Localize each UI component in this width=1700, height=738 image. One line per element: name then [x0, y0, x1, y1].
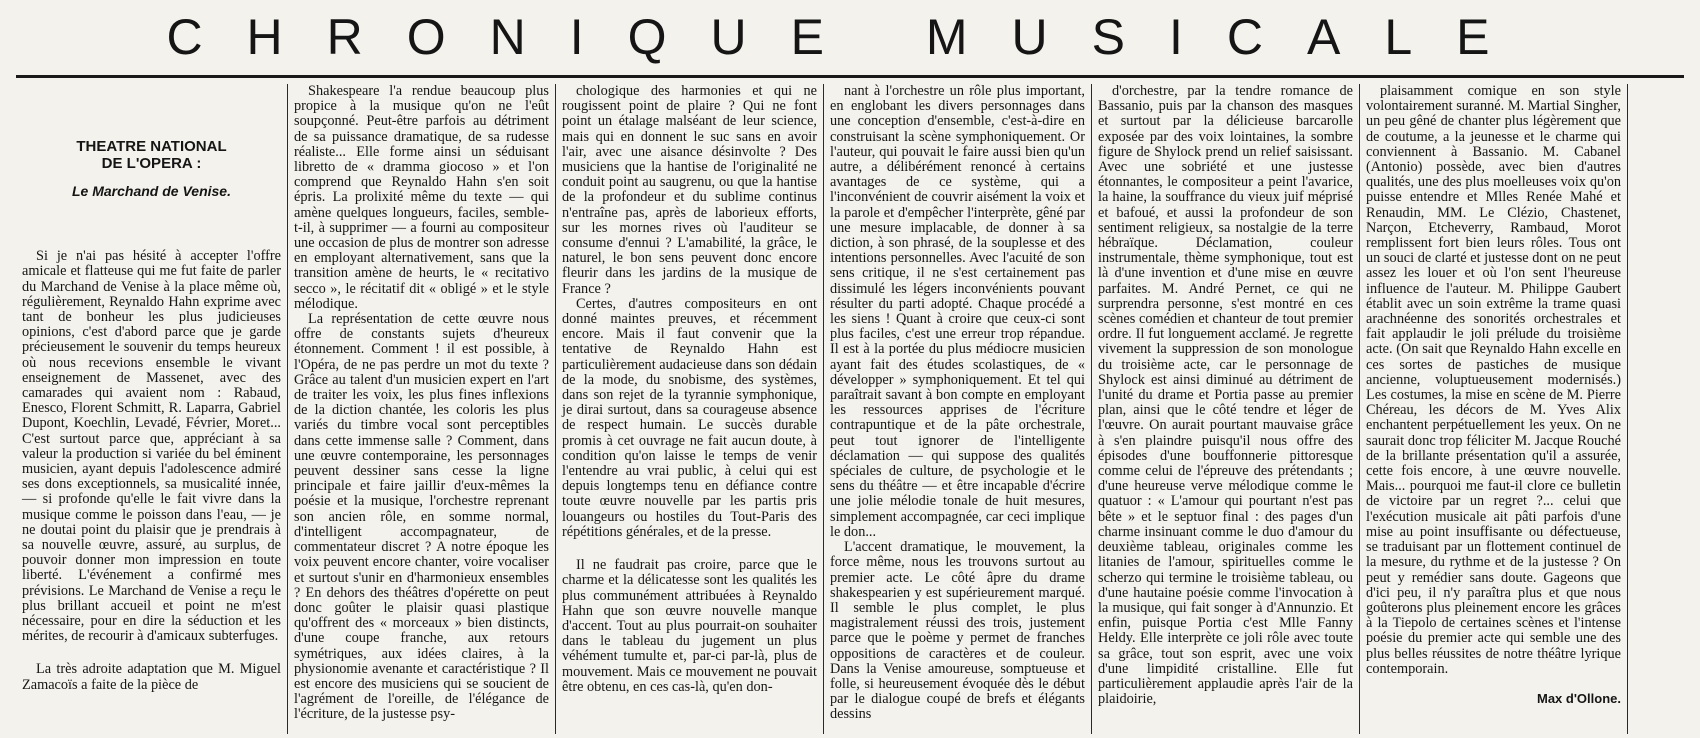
title-rule [16, 75, 1684, 78]
page-title: CHRONIQUE MUSICALE [166, 9, 1534, 65]
paragraph: nant à l'orchestre un rôle plus important, en englobant les divers personnages dans une conception d'ensemble, c'est-à-dire en construisant la scène symphoniquement. Or l'auteur, qui pouvait le faire aussi bien qu'un autre, a délibérément renoncé à certains avantages de ce système, qui a l'inconvénient de couvrir aisément la voix et la parole et d'empêcher l'interprète, gêné par une mesure implacable, de donner à sa diction, à son phrasé, de la souplesse et des intentions personnelles. Avec l'acuité de son sens critique, il ne s'est certainement pas dissimulé les légers inconvénients pouvant résulter du parti adopté. Chaque procédé a les siens ! Quant à croire que ceux-ci sont plus faciles, c'est une erreur trop répandue. Il est à la portée du plus médiocre musicien ayant fait des études scolastiques, de « développer » symphoniquement. Et tel qui paraîtrait savant à bon compte en employant les ressources apprises de l'écriture contrapuntique et de la pâte orchestrale, peut tout ignorer de l'intelligente déclamation — qui suppose des qualités spéciales de culture, de psychologie et le sens du théâtre — et être incapable d'écrire une jolie mélodie tonale de huit mesures, simplement accompagnée, car ceci implique le don... [830, 84, 1085, 540]
column-7 [1627, 84, 1700, 734]
paragraph: Si je n'ai pas hésité à accepter l'offre amicale et flatteuse qui me fut faite de parler du Marchand de Venise à la place même où, régulièrement, Reynaldo Hahn exprime avec tant de bonheur les plus judicieuses opinions, c'est d'abord parce que je garde précieusement le souvenir du temps heureux où nous recevions ensemble le vivant enseignement de Massenet, avec des camarades qui avaient nom : Rabaud, Enesco, Florent Schmitt, R. Laparra, Gabriel Dupont, Koechlin, Levadé, Février, Moret... C'est surtout parce que, appréciant à sa valeur la production si variée du bel éminent musicien, ayant depuis l'adolescence admiré ses dons exceptionnels, sa musicalité innée, — si profonde qu'elle le fait vivre dans la musique comme le poisson dans l'eau, — je ne doutai point du plaisir que je prendrais à sa nouvelle œuvre, assuré, au surplus, de pouvoir donner mon impression en toute liberté. L'événement a confirmé mes prévisions. Le Marchand de Venise a reçu le plus brillant accueil et point ne m'est nécessaire, pour en dire la séduction et les mérites, de recourir à d'amicaux subterfuges. [22, 248, 281, 645]
paragraph: La très adroite adaptation que M. Miguel Zamacoïs a faite de la pièce de [22, 661, 281, 693]
column-2 [287, 84, 555, 734]
paragraph: L'accent dramatique, le mouvement, la force même, nous les trouvons surtout au premier acte. Le côté âpre du drame shakespearien y est supérieurement marqué. Il semble le plus complet, le plus magistralement réussi des trois, justement parce que le poème y permet de franches oppositions de caractères et de couleur. Dans la Venise amoureuse, somptueuse et folle, si heureusement évoquée dès le début par le dialogue coupé de brefs et élégants dessins [830, 539, 1085, 723]
section-heading-line-1: THEATRE NATIONAL [76, 138, 227, 155]
section-heading-line-2: DE L'OPERA : [101, 155, 202, 172]
column-3 [555, 84, 823, 734]
column-1 [16, 84, 287, 734]
paragraph: La représentation de cette œuvre nous offre de constants sujets d'heureux étonnement. Comment ! il est possible, à l'Opéra, de ne pas perdre un mot du texte ? Grâce au talent d'un musicien expert en l'art de traiter les voix, les plus fines inflexions de la diction chantée, les coloris les plus variés du timbre vocal sont perceptibles dans cette immense salle ? Comment, dans une œuvre contemporaine, les personnages peuvent dessiner sans cesse la ligne principale et faire jaillir d'eux-mêmes la poésie et la musique, l'orchestre reprenant son ancien rôle, en somme normal, d'intelligent accompagnateur, de commentateur discret ? A notre époque les voix peuvent encore chanter, voire vocaliser et surtout s'unir en d'harmonieux ensembles ? En dehors des théâtres d'opérette on peut donc goûter le plaisir quasi plastique qu'offrent des « morceaux » bien distincts, d'une coupe franche, aux retours symétriques, aux idées claires, à la physionomie avenante et caractéristique ? Il est encore des musiciens qui se soucient de l'agrément de l'oreille, de l'élégance de l'écriture, de la justesse psy- [294, 311, 549, 723]
paragraph: Il ne faudrait pas croire, parce que le charme et la délicatesse sont les qualités les plus communément attribuées à Reynaldo Hahn que son œuvre nouvelle manque d'accent. Tout au plus pourrait-on souhaiter dans le tableau du jugement un plus véhément tumulte et, par-ci par-là, plus de mouvement. Mais ce mouvement ne pouvait être obtenu, en ces cas-là, qu'en don- [562, 557, 817, 695]
column-4 [823, 84, 1091, 734]
paragraph: Shakespeare l'a rendue beaucoup plus propice à la musique qu'on ne l'eût soupçonné. Peut-être parfois au détriment de sa puissance dramatique, de sa rudesse réaliste... Elle forme ainsi un séduisant libretto de « dramma giocoso » et l'on comprend que Reynaldo Hahn s'en soit épris. La prolixité même du texte — qui amène quelques longueurs, faciles, semble-t-il, à supprimer — a fourni au compositeur une occasion de plus de montrer son adresse en employant alternativement, sans que la transition amène de heurts, le « recitativo secco », le récitatif dit « obligé » et le style mélodique. [294, 84, 549, 312]
column-5 [1091, 84, 1359, 734]
author-signature: Max d'Ollone. [1537, 690, 1621, 706]
paragraph: plaisamment comique en son style volontairement suranné. M. Martial Singher, un peu gêné de chanter plus légèrement que de coutume, a la jeunesse et le charme qui conviennent à Bassanio. M. Cabanel (Antonio) possède, avec bien d'autres qualités, une des plus moelleuses voix qu'on puisse entendre et Mlles Renée Mahé et Renaudin, MM. Le Clézio, Chastenet, Narçon, Etcheverry, Rambaud, Morot remplissent fort bien leurs rôles. Tous ont un souci de clarté et justesse dont on ne peut assez les louer et où l'on sent l'heureuse influence de l'auteur. M. Philippe Gaubert établit avec un soin extrême la trame quasi arachnéenne des sonorités orchestrales et fait applaudir le joli prélude du troisième acte. (On sait que Reynaldo Hahn excelle en ces sortes de pastiches de musique ancienne, voluptueusement modernisés.) Les costumes, la mise en scène de M. Pierre Chéreau, les décors de M. Yves Alix enchantent perpétuellement les yeux. On ne saurait donc trop féliciter M. Jacque Rouché de la brillante présentation qu'il a assurée, cette fois encore, à une œuvre nouvelle. Mais... pourquoi me faut-il clore ce bulletin de victoire par un regret ?... celui que l'exécution musicale ait pâti parfois d'une mise au point insuffisante ou défectueuse, se traduisant par un flottement continuel de la mesure, du rythme et de la justesse ? On peut y remédier sans doute. Gageons que d'ici peu, il n'y paraîtra plus et que nous goûterons plus pleinement encore les grâces à la Tiepolo de certaines scènes et l'intense poésie du premier acte qui semble une des plus belles réussites de notre théâtre lyrique contemporain. [1366, 84, 1621, 677]
column-6 [1359, 84, 1627, 734]
section-subtitle: Le Marchand de Venise. [72, 183, 231, 199]
section-heading [22, 138, 281, 172]
article-columns [16, 84, 1686, 734]
paragraph: d'orchestre, par la tendre romance de Bassanio, puis par la chanson des masques et surtout par la délicieuse barcarolle exposée par des voix lointaines, la sombre figure de Shylock prend un relief saisissant. Avec une sobriété et une justesse étonnantes, le compositeur a peint l'avarice, la haine, la souffrance du vieux juif méprisé et bafoué, et aussi la profondeur de son sentiment religieux, sa nostalgie de la terre hébraïque. Déclamation, couleur instrumentale, thème symphonique, tout est là d'une invention et d'une mise en œuvre parfaites. M. André Pernet, ce qui ne surprendra personne, s'est montré en ces scènes comédien et chanteur de tout premier ordre. Il fut longuement acclamé. Je regrette vivement la suppression de son monologue du troisième acte, car le personnage de Shylock est ainsi diminué au détriment de l'unité du drame et Portia passe au premier plan, ainsi que le côté tendre et léger de l'œuvre. On aurait pourtant mauvaise grâce à s'en plaindre puisqu'il nous offre des épisodes d'une bouffonnerie pittoresque comme celui de l'épreuve des prétendants ; d'une heureuse verve mélodique comme le quatuor : « L'amour qui pourtant n'est pas bête » et le septuor final : des pages d'un charme insinuant comme le duo d'amour du deuxième tableau, originales comme les litanies de l'amour, spirituelles comme le scherzo qui termine le troisième tableau, ou d'une hautaine poésie comme l'invocation à la musique, qui fait songer à d'Annunzio. Et enfin, puisque Portia c'est Mlle Fanny Heldy. Elle interprète ce joli rôle avec toute sa grâce, tout son esprit, avec une voix d'une limpidité cristalline. Elle fut particulièrement applaudie après l'air de la plaidoirie, [1098, 84, 1353, 708]
paragraph: Certes, d'autres compositeurs en ont donné maintes preuves, et récemment encore. Mais il faut convenir que la tentative de Reynaldo Hahn est particulièrement audacieuse dans son dédain de la mode, du snobisme, des systèmes, dans son rejet de la tyrannie symphonique, je dirai surtout, dans sa courageuse absence de respect humain. Le succès durable promis à cet ouvrage ne fait aucun doute, à condition qu'on laisse le temps de venir l'entendre au vrai public, à celui qui est depuis longtemps tenu en défiance contre toute œuvre nouvelle par les partis pris louangeurs ou hostiles du Tout-Paris des répétitions générales, et de la presse. [562, 295, 817, 540]
paragraph: chologique des harmonies et qui ne rougissent point de plaire ? Qui ne font point un étalage malséant de leur science, mais qui en donnent le suc sans en avoir l'air, avec une aisance désinvolte ? Des musiciens que la hantise de l'originalité ne conduit point au saugrenu, ou que la hantise de la profondeur et du sublime continus n'entraîne pas, après de laborieux efforts, sur les mornes rives où l'auditeur se consume d'ennui ? L'amabilité, la grâce, le naturel, le bon sens peuvent donc encore fleurir dans les jardins de la musique de France ? [562, 84, 817, 297]
